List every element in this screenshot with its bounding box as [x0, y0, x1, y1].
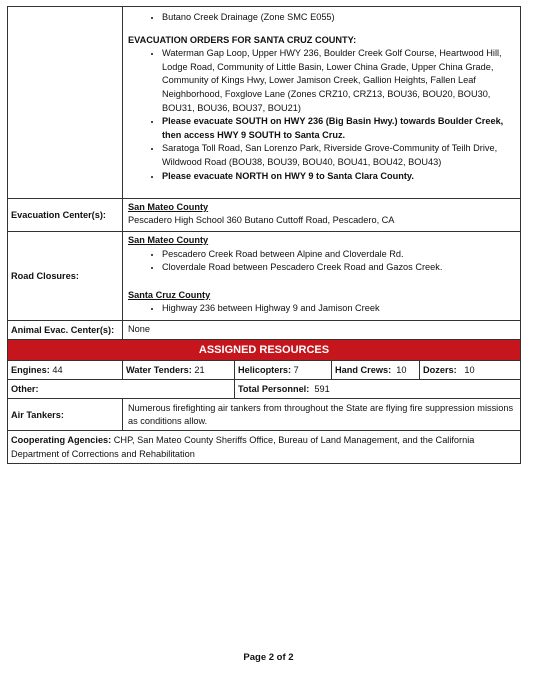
- evac-center-cell: [123, 199, 520, 231]
- evac-orders-row: [8, 7, 520, 199]
- other-cell: [8, 380, 235, 398]
- cooperating-agencies-text: CHP, San Mateo County Sheriffs Office, Bureau of Land Management, and the California Department of Corrections and Rehabilitation: [11, 435, 475, 459]
- engines-value: 44: [52, 365, 63, 375]
- personnel-value: 591: [314, 384, 330, 394]
- water-tenders-cell: [123, 361, 235, 379]
- evac-orders-label-cell: [8, 7, 123, 198]
- hand-crews-label: Hand Crews:: [335, 365, 392, 375]
- page-number: Page 2 of 2: [243, 652, 294, 663]
- resource-counts-row: [8, 361, 520, 380]
- list-item: • Pescadero Creek Road between Alpine and Cloverdale Rd.: [162, 248, 515, 262]
- animal-evac-row: [8, 321, 520, 340]
- water-tenders-label: Water Tenders:: [126, 365, 192, 375]
- air-tankers-label: Air Tankers:: [8, 399, 123, 430]
- list-item: • Saratoga Toll Road, San Lorenzo Park, Riverside Grove-Community of Teilh Drive, Wildwood Road (BOU38, BOU39, BOU40, BOU41, BOU42, BOU43): [162, 142, 515, 169]
- evac-orders-cell: [123, 7, 520, 198]
- hand-crews-value: 10: [396, 365, 407, 375]
- list-item: • Highway 236 between Highway 9 and Jamison Creek: [162, 302, 515, 316]
- evac-orders-heading: EVACUATION ORDERS FOR SANTA CRUZ COUNTY:: [128, 34, 357, 45]
- assigned-resources-row: [8, 340, 520, 361]
- evac-center-county: San Mateo County: [128, 202, 209, 212]
- list-item: • Cloverdale Road between Pescadero Creek Road and Gazos Creek.: [162, 261, 515, 275]
- air-tankers-row: [8, 399, 520, 431]
- road-closures-label: Road Closures:: [8, 232, 123, 320]
- other-row: [8, 380, 520, 399]
- engines-label: Engines:: [11, 365, 50, 375]
- water-tenders-value: 21: [194, 365, 205, 375]
- list-item: • Please evacuate SOUTH on HWY 236 (Big Basin Hwy.) towards Boulder Creek, then access HWY 9 SOUTH to Santa Cruz.: [162, 115, 515, 142]
- list-item: • Please evacuate NORTH on HWY 9 to Santa Clara County.: [162, 170, 515, 184]
- engines-cell: [8, 361, 123, 379]
- road-closures-sm-county: San Mateo County: [128, 235, 209, 245]
- personnel-label: Total Personnel:: [238, 384, 310, 394]
- animal-evac-label: Animal Evac. Center(s):: [8, 321, 123, 339]
- helicopters-label: Helicopters:: [238, 365, 292, 375]
- list-item: • Butano Creek Drainage (Zone SMC E055): [162, 11, 515, 25]
- cooperating-agencies-label: Cooperating Agencies:: [11, 435, 112, 445]
- dozers-cell: [420, 361, 520, 379]
- cooperating-agencies-cell: [8, 431, 520, 463]
- assigned-resources-banner: ASSIGNED RESOURCES: [8, 340, 520, 360]
- evac-center-row: [8, 199, 520, 232]
- helicopters-value: 7: [293, 365, 299, 375]
- list-item: • Waterman Gap Loop, Upper HWY 236, Boulder Creek Golf Course, Heartwood Hill, Lodge Road, Community of Little Basin, Lower China Grade, Upper China Grade, Community of Kings Hwy, Lower Jamison Creek, Gallion Heights, Fallen Leaf Neighborhood, Foxglove Lane (Zones CRZ10, CRZ13, BOU36, BOU20, BOU30, BOU31, BOU36, BOU37, BOU21): [162, 47, 515, 115]
- dozers-value: 10: [464, 365, 475, 375]
- evac-center-label: Evacuation Center(s):: [8, 199, 123, 231]
- dozers-label: Dozers:: [423, 365, 457, 375]
- personnel-cell: [235, 380, 520, 398]
- road-closures-cell: [123, 232, 520, 320]
- other-label: Other:: [11, 384, 39, 394]
- evac-center-address: Pescadero High School 360 Butano Cuttoff Road, Pescadero, CA: [128, 215, 395, 225]
- hand-crews-cell: [332, 361, 420, 379]
- animal-evac-value: None: [128, 324, 150, 335]
- incident-table: [7, 6, 521, 464]
- air-tankers-text: Numerous firefighting air tankers from throughout the State are flying fire suppression missions as conditions allow.: [128, 403, 514, 426]
- helicopters-cell: [235, 361, 332, 379]
- cooperating-agencies-row: [8, 431, 520, 463]
- road-closures-row: [8, 232, 520, 321]
- road-closures-sc-county: Santa Cruz County: [128, 289, 211, 300]
